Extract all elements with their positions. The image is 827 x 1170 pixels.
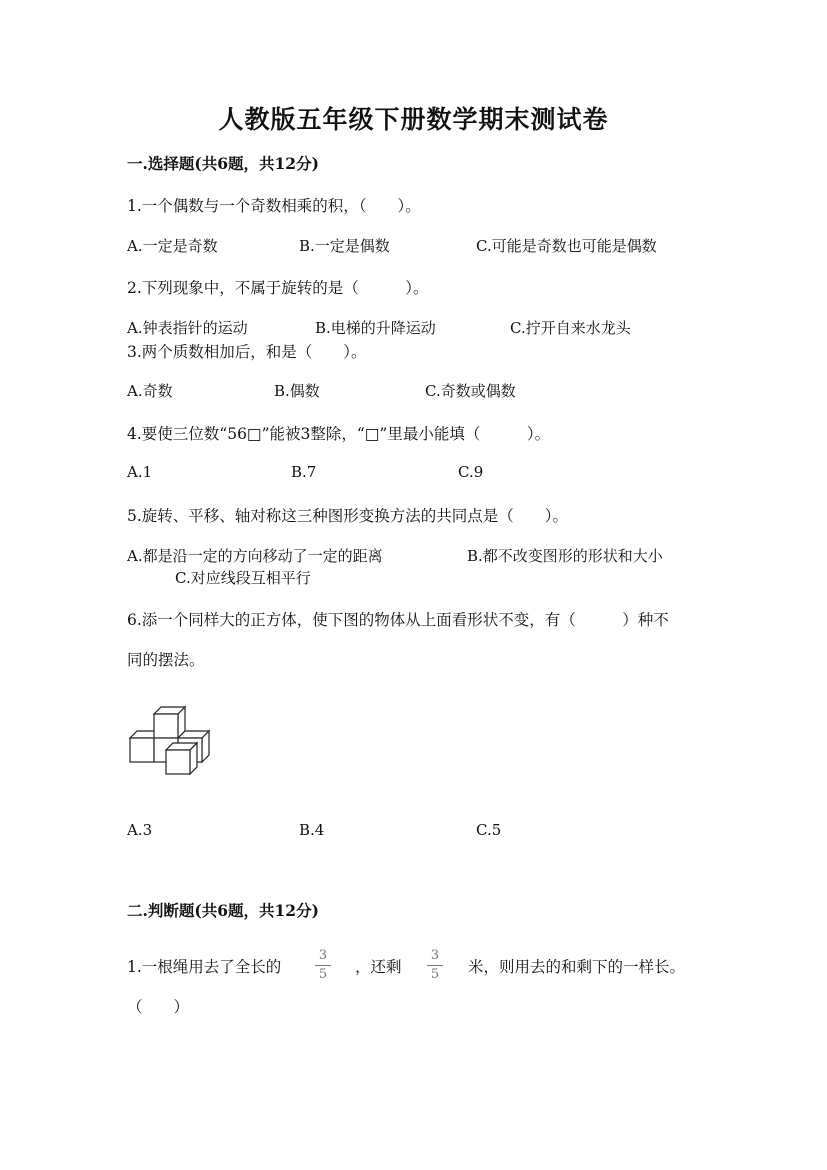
judgement-1-part2: ，还剩 xyxy=(355,958,402,976)
fraction-numerator: 3 xyxy=(318,948,328,963)
question-5: 5.旋转、平移、轴对称这三种图形变换方法的共同点是（ ）。 xyxy=(127,507,569,525)
q1-option-c: C.可能是奇数也可能是偶数 xyxy=(476,237,657,255)
question-2: 2.下列现象中，不属于旋转的是（ ）。 xyxy=(127,279,429,297)
fraction-three-fifths-2 xyxy=(427,949,443,981)
question-1: 1.一个偶数与一个奇数相乘的积，（ ）。 xyxy=(127,197,421,215)
q4-option-b: B.7 xyxy=(291,463,317,481)
q5-option-a: A.都是沿一定的方向移动了一定的距离 xyxy=(127,547,383,565)
fraction-denominator: 5 xyxy=(430,967,440,982)
judgement-1-blank: （ ） xyxy=(127,998,190,1016)
q2-option-b: B.电梯的升降运动 xyxy=(315,319,436,337)
q2-option-a: A.钟表指针的运动 xyxy=(127,319,248,337)
q6-option-b: B.4 xyxy=(299,821,325,839)
cubes-figure-icon xyxy=(128,704,216,776)
q3-option-a: A.奇数 xyxy=(127,382,173,400)
q3-option-c: C.奇数或偶数 xyxy=(425,382,516,400)
q1-option-a: A.一定是奇数 xyxy=(127,237,218,255)
fraction-numerator: 3 xyxy=(430,948,440,963)
q1-option-b: B.一定是偶数 xyxy=(299,237,390,255)
section-heading-judgement: 二.判断题(共6题，共12分) xyxy=(127,901,319,920)
q5-option-b: B.都不改变图形的形状和大小 xyxy=(467,547,663,565)
q4-option-a: A.1 xyxy=(127,463,153,481)
q4-option-c: C.9 xyxy=(458,463,484,481)
q3-option-b: B.偶数 xyxy=(274,382,320,400)
judgement-1-part3: 米，则用去的和剩下的一样长。 xyxy=(468,958,686,976)
q5-option-c: C.对应线段互相平行 xyxy=(175,569,311,587)
question-4: 4.要使三位数“56□”能被3整除，“□”里最小能填（ ）。 xyxy=(127,425,551,443)
question-6-line2: 同的摆法。 xyxy=(127,651,205,669)
q6-option-a: A.3 xyxy=(127,821,153,839)
fraction-three-fifths xyxy=(315,949,331,981)
q2-option-c: C.拧开自来水龙头 xyxy=(510,319,631,337)
question-6-line1: 6.添一个同样大的正方体，使下图的物体从上面看形状不变，有（ ）种不 xyxy=(127,611,669,629)
question-3: 3.两个质数相加后，和是（ ）。 xyxy=(127,343,367,361)
fraction-denominator: 5 xyxy=(318,967,328,982)
q6-option-c: C.5 xyxy=(476,821,502,839)
page-title: 人教版五年级下册数学期末测试卷 xyxy=(218,105,609,134)
section-heading-choice: 一.选择题(共6题，共12分) xyxy=(127,154,319,173)
judgement-1-part1: 1.一根绳用去了全长的 xyxy=(127,958,282,976)
